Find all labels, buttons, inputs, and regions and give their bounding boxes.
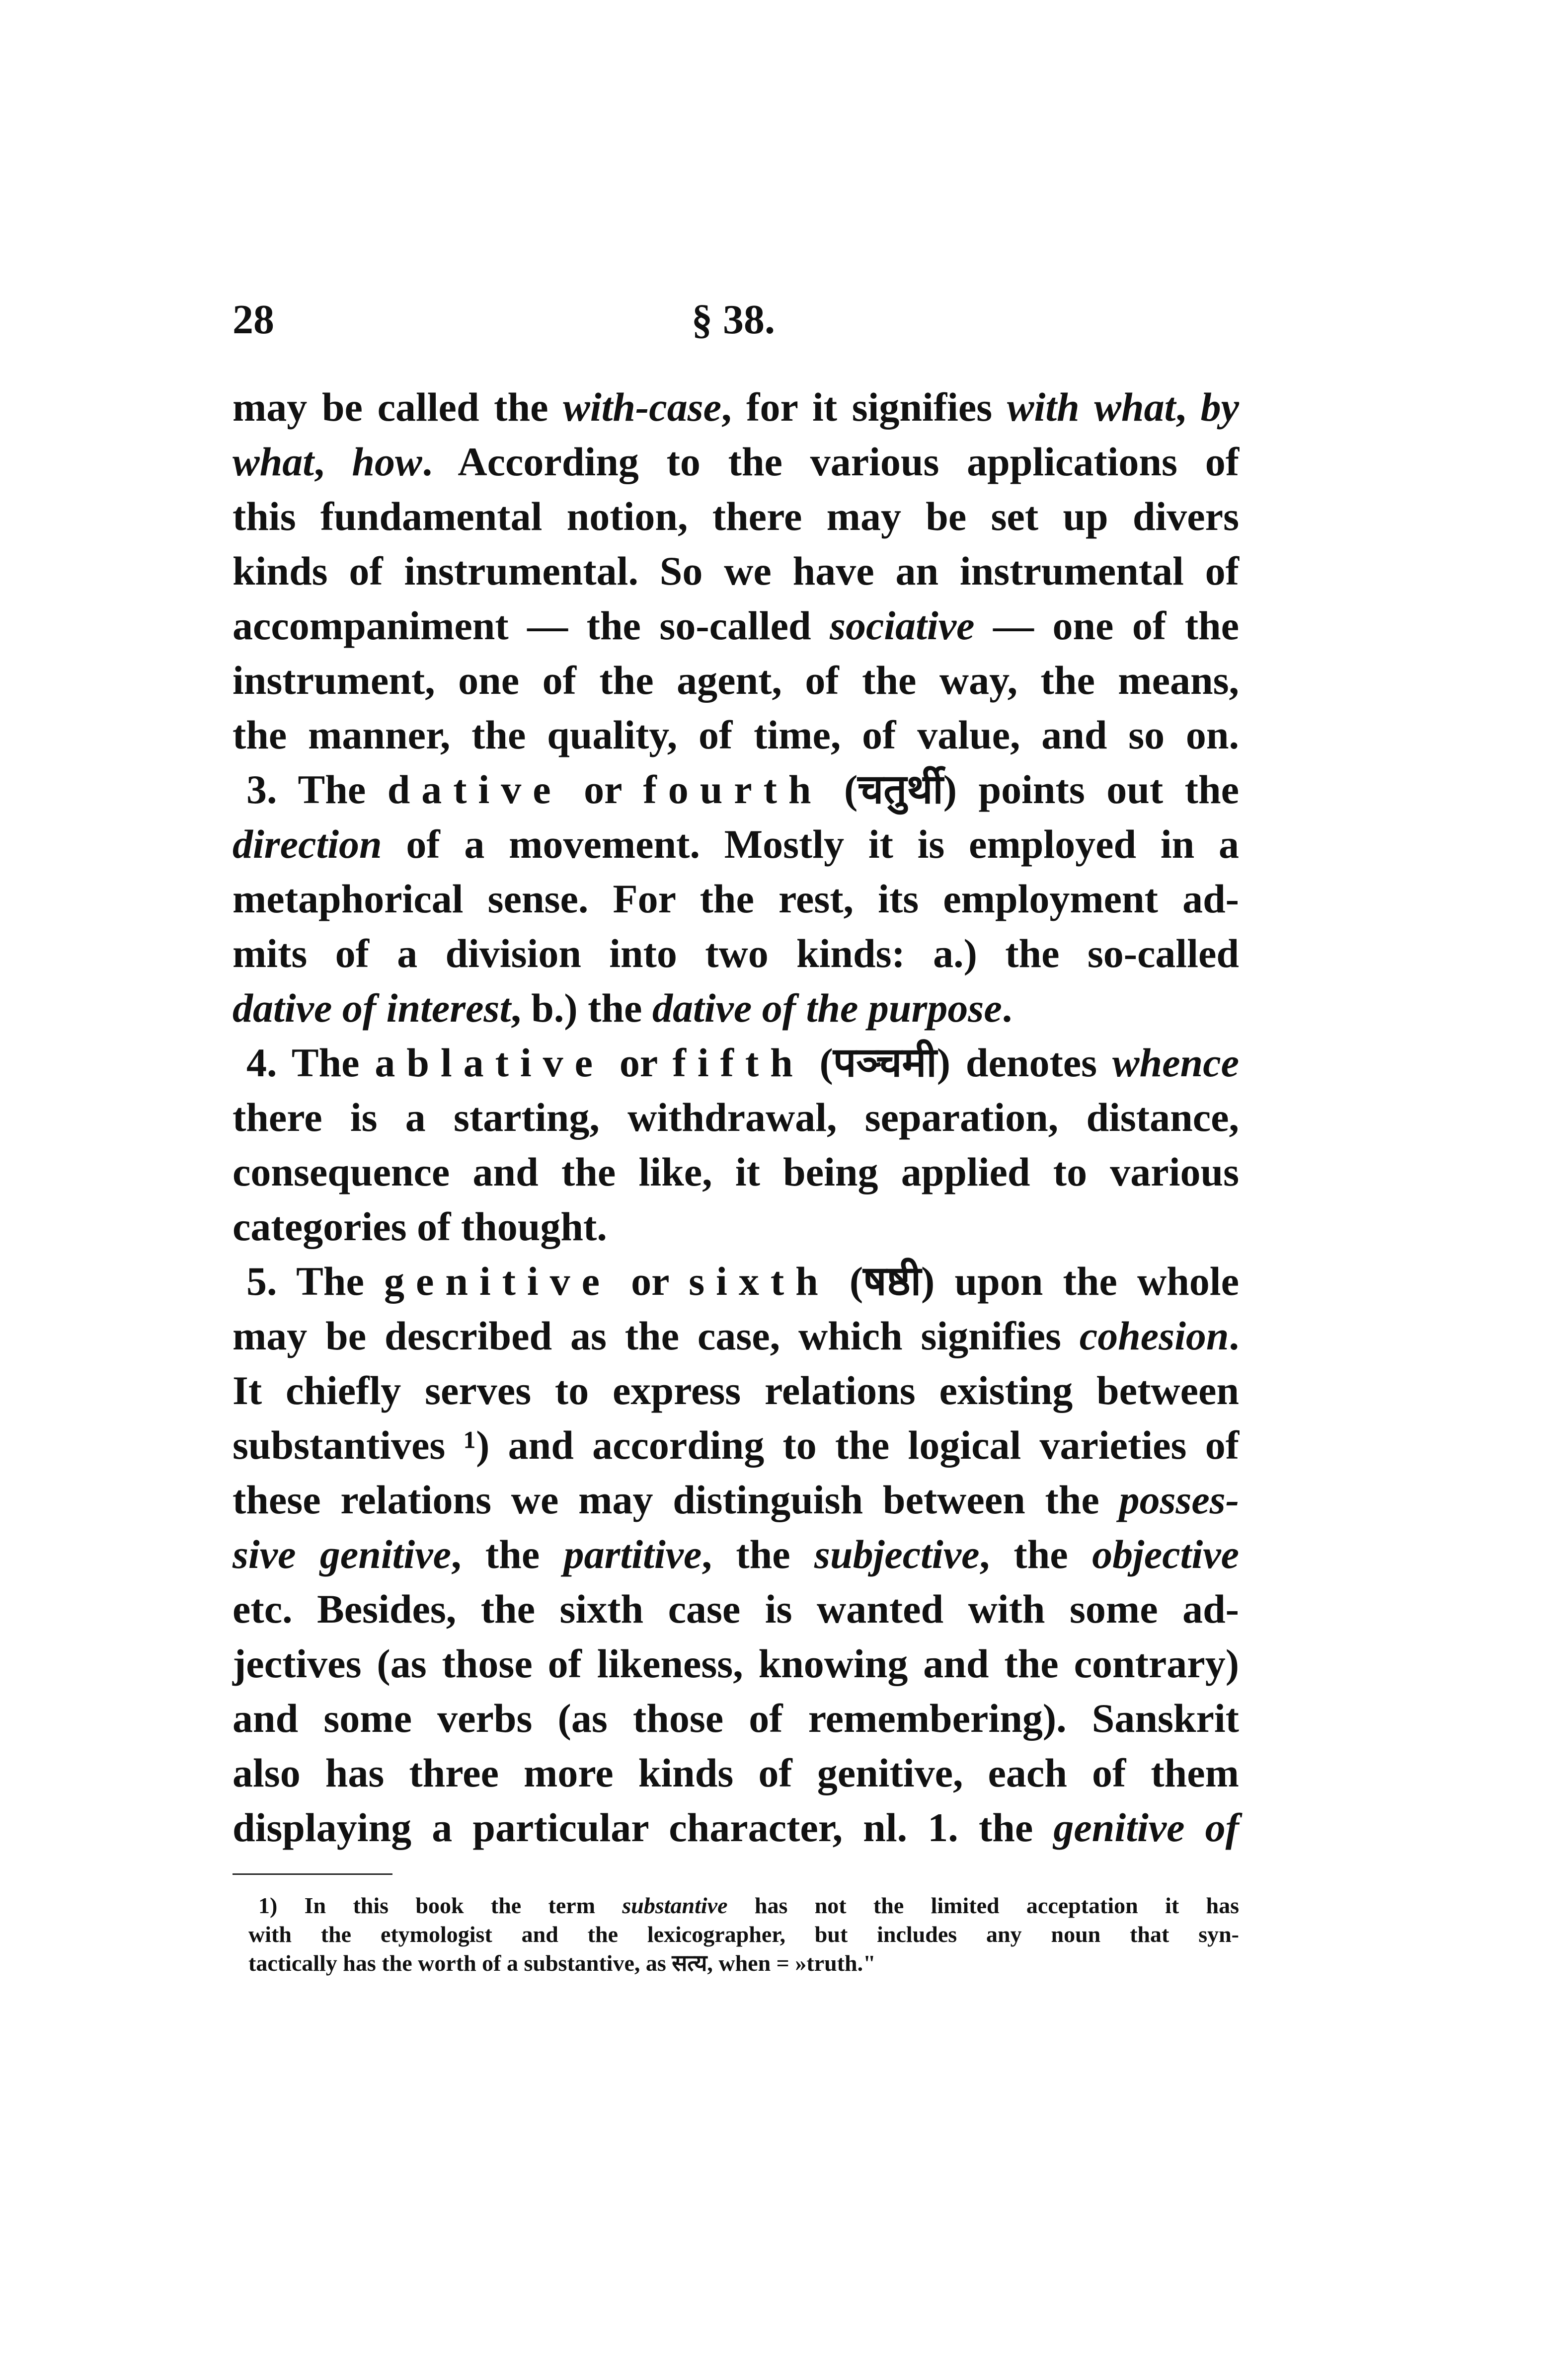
text-segment: may be called the xyxy=(233,384,563,430)
footnote-line xyxy=(248,1920,1239,1949)
footnote xyxy=(248,1891,1239,1978)
text-segment: also has three more kinds of genitive, each of them xyxy=(233,1750,1239,1795)
text-segment: — one of the xyxy=(974,603,1239,648)
italic-text: sociative xyxy=(830,603,975,648)
text-line xyxy=(233,1145,1239,1199)
text-segment: , the xyxy=(979,1532,1092,1577)
italic-text: cohesion xyxy=(1079,1313,1229,1358)
spaced-term: fifth xyxy=(672,1040,804,1085)
page-number: 28 xyxy=(233,297,274,343)
text-segment: , the xyxy=(701,1532,815,1577)
text-line xyxy=(233,1473,1239,1527)
italic-text: by xyxy=(1200,384,1239,430)
text-line xyxy=(233,435,1239,489)
text-segment: instrument, one of the agent, of the way, the means, xyxy=(233,658,1239,703)
text-segment: (षष्ठी) upon the whole xyxy=(829,1259,1239,1304)
text-segment: categories of thought. xyxy=(233,1204,607,1249)
text-segment: , xyxy=(314,439,352,484)
text-segment: this fundamental notion, there may be set up divers xyxy=(233,494,1239,539)
text-segment: , the xyxy=(451,1532,564,1577)
text-line xyxy=(233,1199,1239,1254)
text-line xyxy=(233,489,1239,544)
text-segment: (पञ्चमी) denotes xyxy=(804,1040,1112,1085)
text-line xyxy=(233,1363,1239,1418)
spaced-term: dative xyxy=(387,767,562,812)
text-segment: substantives ¹) and according to the logical varieties of xyxy=(233,1422,1239,1468)
text-segment: 3. The xyxy=(246,767,388,812)
text-segment: jectives (as those of likeness, knowing and the contrary) xyxy=(233,1641,1239,1686)
italic-text: partitive xyxy=(563,1532,702,1577)
text-segment: these relations we may distinguish between the xyxy=(233,1477,1119,1522)
italic-text: direction xyxy=(233,821,382,867)
footnote-line xyxy=(248,1891,1239,1920)
text-segment: It chiefly serves to express relations existing between xyxy=(233,1368,1239,1413)
text-line xyxy=(233,1090,1239,1145)
text-segment: accompaniment — the so-called xyxy=(233,603,830,648)
text-segment: kinds of instrumental. So we have an instrumental of xyxy=(233,548,1239,594)
italic-text: how xyxy=(352,439,422,484)
text-segment: . According to the various applications of xyxy=(422,439,1239,484)
italic-text: sive genitive xyxy=(233,1532,452,1577)
italic-text: genitive of xyxy=(1053,1805,1239,1850)
text-segment: and some verbs (as those of remembering). Sanskrit xyxy=(233,1696,1239,1741)
text-segment: or xyxy=(562,767,643,812)
text-segment: of a movement. Mostly it is employed in a xyxy=(382,821,1239,867)
text-segment: (चतुर्थी) points out the xyxy=(822,767,1239,812)
text-line xyxy=(233,872,1239,926)
text-line xyxy=(233,544,1239,598)
italic-text: objective xyxy=(1092,1532,1240,1577)
italic-text: substantive xyxy=(622,1893,728,1918)
text-segment: , xyxy=(1175,384,1201,430)
text-line xyxy=(233,380,1239,435)
body-text xyxy=(233,380,1239,1855)
text-segment: 4. The xyxy=(246,1040,375,1085)
section-number: § 38. xyxy=(692,297,775,343)
text-line xyxy=(233,653,1239,708)
text-segment: or xyxy=(611,1259,689,1304)
text-line xyxy=(233,1800,1239,1855)
text-segment: . xyxy=(1229,1313,1239,1358)
text-segment: metaphorical sense. For the rest, its employment ad- xyxy=(233,876,1239,921)
text-line xyxy=(233,1036,1239,1090)
text-line xyxy=(233,981,1239,1036)
text-segment: mits of a division into two kinds: a.) the so-called xyxy=(233,931,1239,976)
text-line xyxy=(233,1636,1239,1691)
text-segment: displaying a particular character, nl. 1. the xyxy=(233,1805,1054,1850)
italic-text: whence xyxy=(1112,1040,1239,1085)
italic-text: what xyxy=(233,439,314,484)
text-segment: there is a starting, withdrawal, separation, distance, xyxy=(233,1095,1239,1140)
text-line xyxy=(233,1746,1239,1800)
text-segment: 5. The xyxy=(246,1259,385,1304)
italic-text: subjective xyxy=(814,1532,980,1577)
text-line xyxy=(233,926,1239,981)
text-line xyxy=(233,1254,1239,1309)
italic-text: with-case xyxy=(563,384,722,430)
italic-text: dative of interest xyxy=(233,985,511,1031)
spaced-term: sixth xyxy=(689,1259,830,1304)
text-segment: etc. Besides, the sixth case is wanted with some ad- xyxy=(233,1586,1239,1632)
text-segment: has not the limited acceptation it has xyxy=(727,1893,1239,1918)
text-segment: 1) In this book the term xyxy=(258,1893,623,1918)
spaced-term: ablative xyxy=(375,1040,604,1085)
text-segment: consequence and the like, it being applied to various xyxy=(233,1149,1239,1194)
text-segment: , b.) the xyxy=(511,985,652,1031)
text-segment: tactically has the worth of a substantive, as सत्य, when = »truth." xyxy=(248,1950,876,1976)
text-line xyxy=(233,1309,1239,1363)
text-line xyxy=(233,1691,1239,1746)
italic-text: dative of the purpose xyxy=(652,985,1002,1031)
italic-text: with what xyxy=(1007,384,1176,430)
text-line xyxy=(233,1527,1239,1582)
page-header xyxy=(233,296,1239,345)
footnote-divider xyxy=(233,1873,392,1875)
text-segment: may be described as the case, which signifies xyxy=(233,1313,1080,1358)
text-line xyxy=(233,1418,1239,1473)
text-segment: , for it signifies xyxy=(721,384,1007,430)
spaced-term: genitive xyxy=(384,1259,611,1304)
text-segment: the manner, the quality, of time, of value, and so on. xyxy=(233,712,1239,757)
text-line xyxy=(233,598,1239,653)
text-segment: or xyxy=(604,1040,673,1085)
text-line xyxy=(233,1582,1239,1636)
text-line xyxy=(233,762,1239,817)
footnote-line xyxy=(248,1949,1239,1978)
text-segment: with the etymologist and the lexicographer, but includes any noun that syn- xyxy=(248,1922,1239,1947)
text-line xyxy=(233,708,1239,762)
spaced-term: fourth xyxy=(643,767,823,812)
text-line xyxy=(233,817,1239,872)
italic-text: posses- xyxy=(1119,1477,1239,1522)
text-segment: . xyxy=(1002,985,1012,1031)
